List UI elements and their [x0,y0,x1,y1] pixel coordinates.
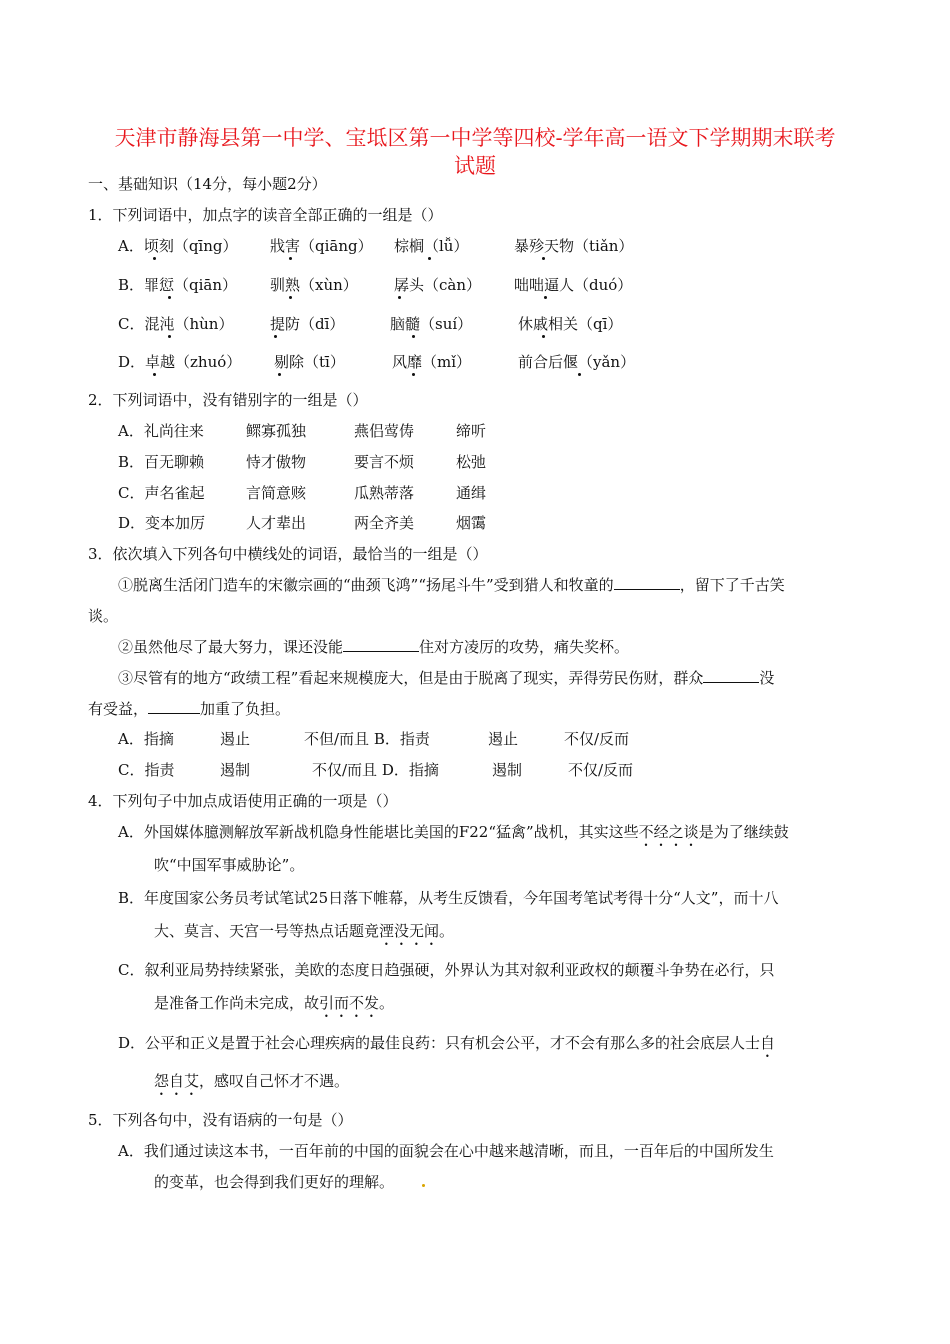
emphasis-dot [412,335,415,338]
emphasis-dot [412,373,415,376]
answer-blank[interactable] [614,575,680,590]
emphasized-idiom: 不经之谈 [638,823,699,841]
q2-option-a: A．礼尚往来 鳏寡孤独 燕侣莺俦 缔听 [118,422,487,440]
q3-sentence-2: ②虽然他尽了最大努力，课还没能 住对方凌厉的攻势，痛失奖杯。 [118,638,630,656]
emphasis-dot [168,296,171,299]
emphasis-dot [578,373,581,376]
emphasis-dot [153,373,156,376]
q3-options-row-1: A．指摘 遏止 不但/而且 B．指责 遏止 不仅/反而 [118,730,630,748]
emphasized-idiom: 引而不发 [319,994,380,1012]
emphasis-dot [278,373,281,376]
q1-option-c: C．混沌（hùn） 提防（dī） 脑髓（suí） 休戚相关（qī） [118,315,623,333]
q1-stem: 1．下列词语中，加点字的读音全部正确的一组是（） [88,206,443,224]
q3-stem: 3．依次填入下列各句中横线处的词语，最恰当的一组是（） [88,545,488,563]
q1-option-b: B．罪愆（qiān） 驯熟（xùn） 孱头（càn） 咄咄逼人（duó） [118,276,633,294]
stray-mark [422,1184,425,1187]
emphasis-dot [542,257,545,260]
q1-option-d: D．卓越（zhuó） 剔除（tī） 风靡（mǐ） 前合后偃（yǎn） [118,353,636,371]
emphasis-dot [274,335,277,338]
emphasis-dot [289,257,292,260]
answer-blank[interactable] [343,637,419,652]
emphasis-dot [428,257,431,260]
q4-stem: 4．下列句子中加点成语使用正确的一项是（） [88,792,398,810]
title-line-1: 天津市静海县第一中学、宝坻区第一中学等四校-学年高一语文下学期期末联考 [114,126,836,150]
section-heading: 一、基础知识（14分，每小题2分） [88,175,327,193]
emphasis-dot [153,257,156,260]
emphasized-idiom: 怨自艾 [154,1072,200,1090]
q2-stem: 2．下列词语中，没有错别字的一组是（） [88,391,368,409]
emphasized-idiom: 湮没无闻 [379,922,440,940]
title-line-2: 试题 [454,154,496,178]
emphasis-dot [168,335,171,338]
document-title [80,124,870,180]
q2-option-b: B．百无聊赖 恃才傲物 要言不烦 松弛 [118,453,487,471]
emphasis-dot [398,296,401,299]
emphasis-dot [544,296,547,299]
emphasized-idiom: 自 [760,1034,776,1052]
emphasis-dot [542,335,545,338]
q2-option-c: C．声名雀起 言简意赅 瓜熟蒂落 通缉 [118,484,487,502]
q5-stem: 5．下列各句中，没有语病的一句是（） [88,1111,353,1129]
q3-options-row-2: C．指责 遏制 不仅/而且 D．指摘 遏制 不仅/反而 [118,761,634,779]
q2-option-d: D．变本加厉 人才辈出 两全齐美 烟霭 [118,514,487,532]
answer-blank[interactable] [148,699,200,714]
answer-blank[interactable] [703,668,759,683]
q1-option-a: A．顷刻（qīng） 戕害（qiāng） 棕榈（lǚ） 暴殄天物（tiǎn） [118,237,634,255]
emphasis-dot [289,296,292,299]
